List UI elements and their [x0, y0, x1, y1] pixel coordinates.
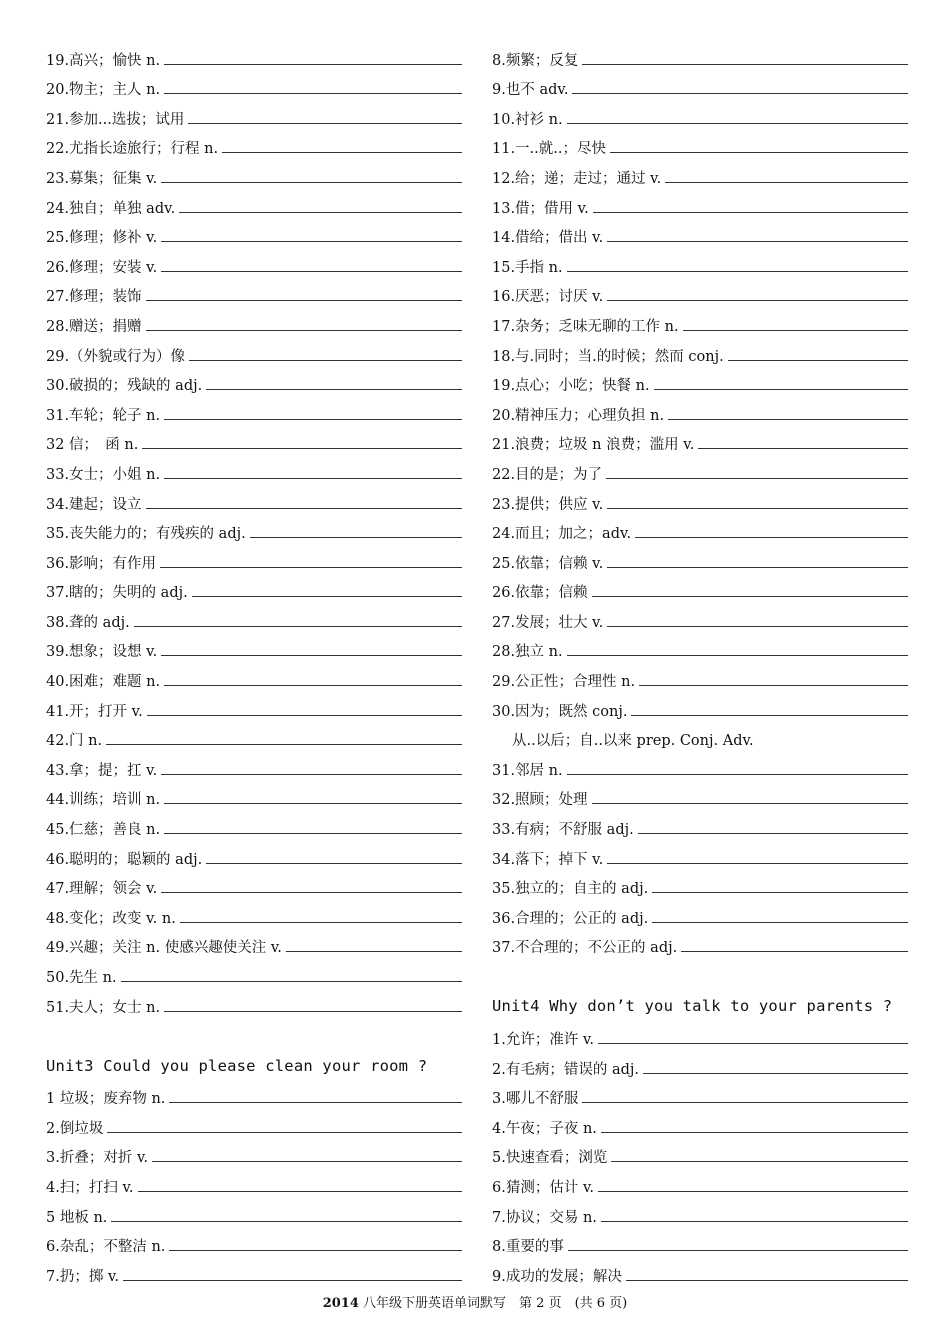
answer-blank-line[interactable] — [164, 802, 462, 804]
answer-blank-line[interactable] — [146, 329, 462, 331]
vocab-item — [492, 1138, 908, 1168]
vocab-prompt: 37.瞎的；失明的 adj. — [46, 585, 188, 602]
answer-blank-line[interactable] — [607, 299, 908, 301]
left-rows-a — [46, 40, 462, 1017]
vocab-item — [46, 928, 462, 958]
vocab-item — [492, 543, 908, 573]
answer-blank-line[interactable] — [611, 1160, 908, 1162]
vocab-item — [46, 247, 462, 277]
answer-blank-line[interactable] — [592, 802, 908, 804]
right-rows-b — [492, 750, 908, 957]
vocab-item — [492, 40, 908, 70]
answer-blank-line[interactable] — [606, 477, 908, 479]
vocab-prompt: 21.参加...选拔；试用 — [46, 111, 185, 128]
vocab-item — [492, 1227, 908, 1257]
answer-blank-line[interactable] — [582, 63, 908, 65]
vocab-prompt: 27.修理；装饰 — [46, 289, 142, 306]
vocab-item — [46, 750, 462, 780]
answer-blank-line[interactable] — [598, 1042, 908, 1044]
answer-blank-line[interactable] — [665, 181, 908, 183]
answer-blank-line[interactable] — [146, 299, 462, 301]
vocab-item — [492, 1019, 908, 1049]
vocab-item — [46, 987, 462, 1017]
page-footer — [0, 1292, 950, 1311]
vocab-prompt: 49.兴趣；关注 n. 使感兴趣使关注 v. — [46, 940, 282, 957]
vocab-prompt: 29.（外貌或行为）像 — [46, 348, 186, 365]
vocab-prompt: 31.邻居 n. — [492, 762, 563, 779]
answer-blank-line[interactable] — [222, 151, 462, 153]
answer-blank-line[interactable] — [164, 477, 462, 479]
vocab-prompt: 44.训练；培训 n. — [46, 792, 161, 809]
vocab-prompt: 5.快速查看；浏览 — [492, 1150, 608, 1167]
vocab-prompt: 1.允许；准许 v. — [492, 1032, 595, 1048]
vocab-item — [492, 691, 908, 721]
vocab-prompt: 40.困难；难题 n. — [46, 674, 161, 691]
answer-blank-line[interactable] — [161, 891, 462, 893]
vocab-item — [492, 869, 908, 899]
vocab-item — [46, 454, 462, 484]
right-rows-c — [492, 1019, 908, 1285]
vocab-item — [46, 661, 462, 691]
answer-blank-line[interactable] — [607, 240, 908, 242]
vocab-prompt: 22.目的是；为了 — [492, 466, 603, 483]
vocab-prompt: 24.而且；加之；adv. — [492, 526, 632, 543]
vocab-prompt: 38.聋的 adj. — [46, 614, 130, 631]
answer-blank-line[interactable] — [111, 1220, 462, 1222]
vocab-prompt: 25.修理；修补 v. — [46, 230, 158, 247]
answer-blank-line[interactable] — [161, 654, 462, 656]
vocab-item — [46, 70, 462, 100]
answer-blank-line[interactable] — [180, 921, 462, 923]
vocab-item — [492, 1167, 908, 1197]
vocab-prompt: 48.变化；改变 v. n. — [46, 910, 176, 927]
answer-blank-line[interactable] — [592, 595, 908, 597]
answer-blank-line[interactable] — [123, 1279, 462, 1281]
answer-blank-line[interactable] — [607, 862, 908, 864]
answer-blank-line[interactable] — [164, 418, 462, 420]
answer-blank-line[interactable] — [598, 1190, 908, 1192]
vocab-item — [492, 395, 908, 425]
footer-year: 2014 — [322, 1296, 359, 1311]
left-rows-b — [46, 1079, 462, 1286]
unit3-heading: Unit3 Could you please clean your room ? — [46, 1056, 428, 1075]
vocab-item — [46, 1138, 462, 1168]
answer-blank-line[interactable] — [639, 684, 908, 686]
vocab-item — [46, 573, 462, 603]
vocab-item — [46, 218, 462, 248]
vocab-prompt: 8.频繁；反复 — [492, 52, 579, 69]
vocab-prompt: 12.给；递；走过；通过 v. — [492, 170, 662, 187]
vocab-item — [492, 306, 908, 336]
vocab-item — [46, 484, 462, 514]
vocab-item — [46, 869, 462, 899]
vocab-prompt: 35.丧失能力的；有残疾的 adj. — [46, 526, 246, 543]
answer-blank-line[interactable] — [683, 329, 908, 331]
vocab-item — [492, 928, 908, 958]
vocab-item — [46, 1197, 462, 1227]
vocab-item — [492, 247, 908, 277]
vocab-prompt: 5 地板 n. — [46, 1209, 108, 1226]
vocab-prompt: 4.扫；打扫 v. — [46, 1179, 134, 1196]
answer-blank-line[interactable] — [631, 714, 908, 716]
vocab-prompt: 9.成功的发展；解决 — [492, 1268, 622, 1285]
vocab-prompt: 23.募集；征集 v. — [46, 170, 158, 187]
vocab-prompt: 29.公正性；合理性 n. — [492, 674, 636, 691]
vocab-item — [46, 306, 462, 336]
vocab-item — [46, 1108, 462, 1138]
vocab-prompt: 23.提供；供应 v. — [492, 496, 604, 513]
answer-blank-line[interactable] — [189, 359, 462, 361]
answer-blank-line[interactable] — [152, 1160, 462, 1162]
vocab-item — [492, 366, 908, 396]
vocab-prompt: 25.依靠；信赖 v. — [492, 555, 604, 572]
answer-blank-line[interactable] — [601, 1220, 908, 1222]
vocab-item — [492, 129, 908, 159]
vocab-item — [492, 1256, 908, 1286]
since-entry-label: 从..以后；自..以来 prep. Conj. Adv. — [512, 733, 754, 750]
answer-blank-line[interactable] — [654, 388, 908, 390]
vocab-prompt: 34.建起；设立 — [46, 496, 142, 513]
vocab-item — [46, 1256, 462, 1286]
vocab-item — [492, 425, 908, 455]
answer-blank-line[interactable] — [728, 359, 908, 361]
answer-blank-line[interactable] — [572, 92, 908, 94]
answer-blank-line[interactable] — [169, 1249, 462, 1251]
answer-blank-line[interactable] — [568, 1249, 908, 1251]
vocab-prompt: 33.女士；小姐 n. — [46, 466, 161, 483]
unit4-heading: Unit4 Why don’t you talk to your parents ? — [492, 997, 893, 1016]
vocab-prompt: 47.理解；领会 v. — [46, 881, 158, 898]
vocab-item — [46, 632, 462, 662]
vocab-item — [492, 602, 908, 632]
vocab-item — [492, 1108, 908, 1138]
vocab-prompt: 3.折叠；对折 v. — [46, 1150, 149, 1167]
vocab-item — [492, 809, 908, 839]
vocab-prompt: 26.依靠；信赖 — [492, 585, 588, 602]
vocab-prompt: 7.协议；交易 n. — [492, 1209, 597, 1226]
vocab-item — [46, 1079, 462, 1109]
vocab-prompt: 22.尤指长途旅行；行程 n. — [46, 141, 219, 158]
vocab-item — [46, 395, 462, 425]
answer-blank-line[interactable] — [179, 211, 462, 213]
answer-blank-line[interactable] — [161, 240, 462, 242]
answer-blank-line[interactable] — [567, 270, 908, 272]
answer-blank-line[interactable] — [593, 211, 908, 213]
vocab-prompt: 7.扔；掷 v. — [46, 1268, 120, 1285]
answer-blank-line[interactable] — [681, 950, 908, 952]
vocab-item — [492, 158, 908, 188]
answer-blank-line[interactable] — [582, 1101, 908, 1103]
vocab-prompt: 18.与.同时；当.的时候；然而 conj. — [492, 348, 724, 365]
vocab-prompt: 35.独立的；自主的 adj. — [492, 881, 649, 898]
vocab-item — [492, 336, 908, 366]
vocab-prompt: 10.衬衫 n. — [492, 111, 563, 128]
answer-blank-line[interactable] — [134, 625, 462, 627]
vocab-prompt: 41.开；打开 v. — [46, 703, 143, 720]
vocab-prompt: 20.精神压力；心理负担 n. — [492, 407, 665, 424]
vocab-prompt: 50.先生 n. — [46, 970, 117, 986]
vocab-prompt: 28.赠送；捐赠 — [46, 318, 142, 335]
answer-blank-line[interactable] — [607, 507, 908, 509]
vocab-prompt: 51.夫人；女士 n. — [46, 999, 161, 1016]
vocab-prompt: 36.合理的；公正的 adj. — [492, 910, 649, 927]
answer-blank-line[interactable] — [146, 507, 462, 509]
answer-blank-line[interactable] — [601, 1131, 908, 1133]
vocab-prompt: 19.高兴；愉快 n. — [46, 52, 161, 69]
vocab-item — [46, 40, 462, 70]
answer-blank-line[interactable] — [142, 447, 462, 449]
answer-blank-line[interactable] — [161, 773, 462, 775]
vocab-prompt: 33.有病；不舒服 adj. — [492, 822, 634, 839]
vocab-item — [46, 425, 462, 455]
vocab-item — [492, 750, 908, 780]
vocab-item — [492, 514, 908, 544]
vocab-item — [492, 70, 908, 100]
vocab-item — [46, 99, 462, 129]
vocab-item — [492, 218, 908, 248]
answer-blank-line[interactable] — [164, 63, 462, 65]
vocab-prompt: 20.物主；主人 n. — [46, 82, 161, 99]
vocab-prompt: 2.有毛病；错误的 adj. — [492, 1061, 639, 1078]
answer-blank-line[interactable] — [106, 743, 462, 745]
answer-blank-line[interactable] — [192, 595, 462, 597]
answer-blank-line[interactable] — [250, 536, 462, 538]
vocab-prompt: 39.想象；设想 v. — [46, 644, 158, 661]
vocab-item — [492, 661, 908, 691]
vocab-item — [46, 336, 462, 366]
vocab-prompt: 17.杂务；乏味无聊的工作 n. — [492, 318, 679, 335]
vocab-item — [46, 721, 462, 751]
since-entry-line — [492, 721, 908, 751]
vocab-item — [46, 839, 462, 869]
answer-blank-line[interactable] — [607, 625, 908, 627]
vocab-item — [46, 543, 462, 573]
vocab-prompt: 36.影响；有作用 — [46, 555, 157, 572]
vocab-prompt: 45.仁慈；善良 n. — [46, 822, 161, 839]
answer-blank-line[interactable] — [607, 566, 908, 568]
answer-blank-line[interactable] — [147, 714, 462, 716]
vocab-item — [492, 839, 908, 869]
answer-blank-line[interactable] — [160, 566, 462, 568]
vocab-prompt: 11.一..就..；尽快 — [492, 141, 606, 158]
vocab-item — [46, 809, 462, 839]
right-column — [492, 40, 908, 1286]
answer-blank-line[interactable] — [652, 891, 908, 893]
answer-blank-line[interactable] — [567, 122, 908, 124]
vocab-prompt: 30.因为；既然 conj. — [492, 703, 628, 720]
vocab-item — [46, 1227, 462, 1257]
vocab-prompt: 1 垃圾；废弃物 n. — [46, 1091, 166, 1108]
vocab-item — [46, 277, 462, 307]
answer-blank-line[interactable] — [169, 1101, 462, 1103]
vocab-item — [46, 366, 462, 396]
vocab-item — [46, 957, 462, 987]
vocab-item — [492, 277, 908, 307]
answer-blank-line[interactable] — [643, 1072, 908, 1074]
answer-blank-line[interactable] — [164, 832, 462, 834]
vocab-prompt: 3.哪儿不舒服 — [492, 1091, 579, 1108]
answer-blank-line[interactable] — [626, 1279, 908, 1281]
vocab-prompt: 9.也不 adv. — [492, 82, 569, 99]
vocab-prompt: 26.修理；安装 v. — [46, 259, 158, 276]
vocab-item — [492, 188, 908, 218]
vocab-prompt: 46.聪明的；聪颖的 adj. — [46, 851, 203, 868]
vocab-item — [46, 602, 462, 632]
left-column — [46, 40, 462, 1286]
answer-blank-line[interactable] — [121, 980, 462, 982]
vocab-prompt: 2.倒垃圾 — [46, 1120, 104, 1137]
vocab-item — [46, 514, 462, 544]
vocab-item — [492, 454, 908, 484]
answer-blank-line[interactable] — [610, 151, 908, 153]
vocab-item — [492, 1197, 908, 1227]
answer-blank-line[interactable] — [107, 1131, 462, 1133]
vocab-item — [46, 129, 462, 159]
vocab-item — [492, 484, 908, 514]
answer-blank-line[interactable] — [188, 122, 462, 124]
vocab-prompt: 42.门 n. — [46, 733, 103, 750]
section-spacer — [492, 957, 908, 971]
vocab-prompt: 6.猜测；估计 v. — [492, 1179, 595, 1196]
vocab-prompt: 15.手指 n. — [492, 259, 563, 276]
answer-blank-line[interactable] — [161, 181, 462, 183]
answer-blank-line[interactable] — [206, 862, 462, 864]
vocab-prompt: 8.重要的事 — [492, 1239, 564, 1256]
vocab-item — [46, 158, 462, 188]
vocab-prompt: 43.拿；提；扛 v. — [46, 762, 158, 779]
answer-blank-line[interactable] — [206, 388, 462, 390]
vocab-prompt: 34.落下；掉下 v. — [492, 851, 604, 868]
vocab-item — [492, 99, 908, 129]
answer-blank-line[interactable] — [164, 1010, 462, 1012]
answer-blank-line[interactable] — [138, 1190, 462, 1192]
vocab-item — [492, 632, 908, 662]
vocab-item — [46, 780, 462, 810]
vocab-item — [492, 898, 908, 928]
vocab-item — [492, 573, 908, 603]
vocab-prompt: 4.午夜；子夜 n. — [492, 1120, 597, 1137]
answer-blank-line[interactable] — [698, 447, 908, 449]
answer-blank-line[interactable] — [164, 92, 462, 94]
vocab-item — [492, 780, 908, 810]
section-spacer — [46, 1017, 462, 1031]
vocab-prompt: 13.借；借用 v. — [492, 200, 589, 217]
footer-text: 八年级下册英语单词默写 第 2 页 (共 6 页) — [358, 1296, 628, 1311]
right-rows-a — [492, 40, 908, 721]
vocab-prompt: 32.照顾；处理 — [492, 792, 588, 809]
answer-blank-line[interactable] — [652, 921, 908, 923]
vocab-item — [46, 188, 462, 218]
vocab-item — [46, 1167, 462, 1197]
vocab-prompt: 28.独立 n. — [492, 644, 563, 661]
answer-blank-line[interactable] — [567, 654, 908, 656]
answer-blank-line[interactable] — [567, 773, 908, 775]
vocab-prompt: 32 信； 函 n. — [46, 437, 139, 454]
vocab-prompt: 24.独自；单独 adv. — [46, 200, 176, 217]
vocab-item — [46, 691, 462, 721]
vocab-prompt: 6.杂乱；不整洁 n. — [46, 1239, 166, 1256]
vocab-prompt: 21.浪费；垃圾 n 浪费；滥用 v. — [492, 437, 695, 454]
vocab-item — [492, 1079, 908, 1109]
vocab-item — [492, 1049, 908, 1079]
vocab-prompt: 27.发展；壮大 v. — [492, 614, 604, 631]
vocab-prompt: 37.不合理的；不公正的 adj. — [492, 940, 678, 957]
answer-blank-line[interactable] — [668, 418, 908, 420]
answer-blank-line[interactable] — [164, 684, 462, 686]
vocab-prompt: 19.点心；小吃；快餐 n. — [492, 378, 650, 395]
answer-blank-line[interactable] — [286, 950, 462, 952]
vocab-prompt: 14.借给；借出 v. — [492, 230, 604, 247]
answer-blank-line[interactable] — [161, 270, 462, 272]
answer-blank-line[interactable] — [638, 832, 908, 834]
vocab-prompt: 31.车轮；轮子 n. — [46, 407, 161, 424]
vocab-prompt: 30.破损的；残缺的 adj. — [46, 378, 203, 395]
answer-blank-line[interactable] — [635, 536, 908, 538]
vocab-prompt: 16.厌恶；讨厌 v. — [492, 289, 604, 306]
vocab-item — [46, 898, 462, 928]
